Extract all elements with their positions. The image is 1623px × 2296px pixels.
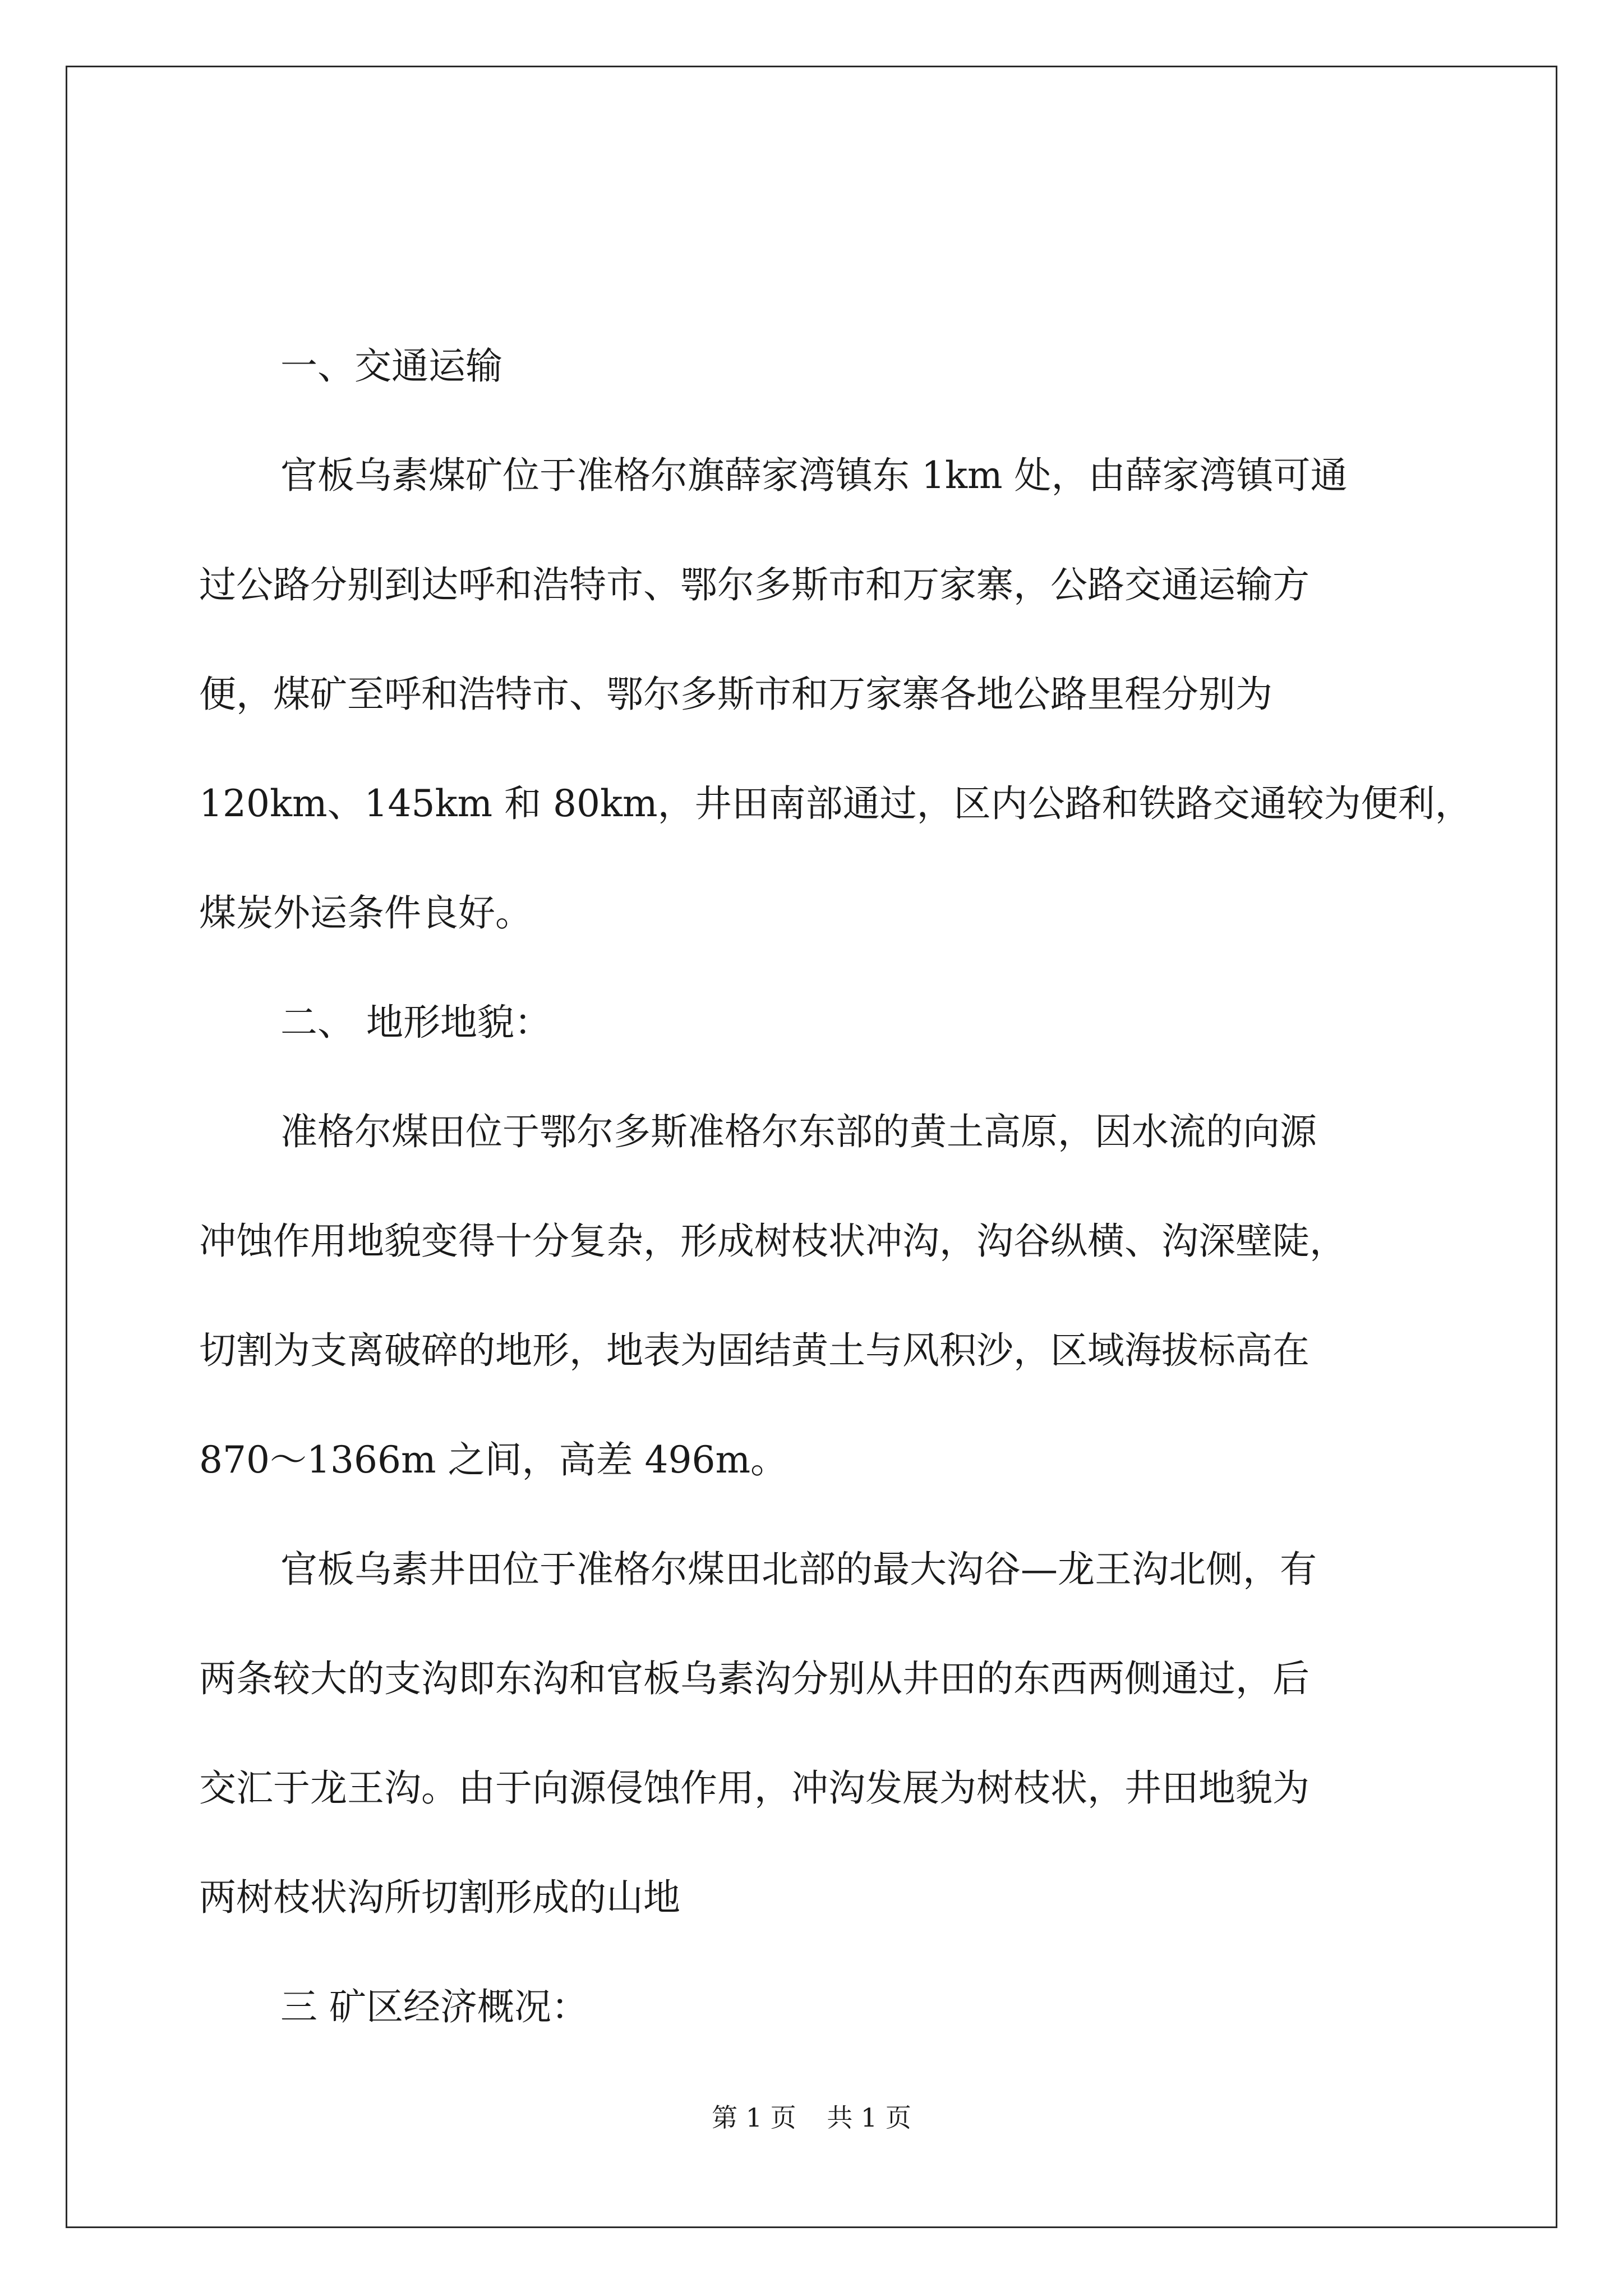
text-line: 过公路分别到达呼和浩特市、鄂尔多斯市和万家寨，公路交通运输方 (199, 563, 1310, 606)
text-line: 交汇于龙王沟。由于向源侵蚀作用，冲沟发展为树枝状，井田地貌为 (199, 1766, 1310, 1810)
text-line: 官板乌素井田位于准格尔煤田北部的最大沟谷—龙王沟北侧，有 (280, 1548, 1317, 1591)
text-line: 便，煤矿至呼和浩特市、鄂尔多斯市和万家寨各地公路里程分别为 (199, 673, 1272, 716)
page-number: 第 1 页 (712, 2102, 796, 2133)
paragraph-terrain-coalfield (199, 1077, 1433, 1515)
text-line: 870～1366m 之间，高差 496m。 (199, 1438, 788, 1481)
section-heading-terrain (199, 968, 1433, 1077)
text-line: 煤炭外运条件良好。 (199, 891, 532, 935)
text-line: 准格尔煤田位于鄂尔多斯准格尔东部的黄土高原，因水流的向源 (280, 1110, 1317, 1153)
text-line: 120km、145km 和 80km，井田南部通过，区内公路和铁路交通较为便利， (199, 782, 1472, 825)
document-body (199, 311, 1472, 2062)
page-footer (0, 2101, 1623, 2134)
text-line: 官板乌素煤矿位于准格尔旗薛家湾镇东 1km 处，由薛家湾镇可通 (280, 454, 1348, 497)
page-total: 共 1 页 (827, 2102, 911, 2133)
text-line: 两树枝状沟所切割形成的山地 (199, 1876, 680, 1919)
text-line: 三 矿区经济概况： (280, 1985, 588, 2028)
section-heading-transport (199, 311, 1433, 421)
paragraph-transport (199, 421, 1472, 968)
section-heading-economy (199, 1952, 1433, 2062)
text-line: 两条较大的支沟即东沟和官板乌素沟分别从井田的东西两侧通过，后 (199, 1657, 1310, 1700)
text-line: 一、交通运输 (280, 344, 502, 388)
text-line: 切割为支离破碎的地形，地表为固结黄土与风积沙，区域海拔标高在 (199, 1329, 1310, 1372)
text-line: 二、 地形地貌： (280, 1001, 551, 1044)
paragraph-terrain-minefield (199, 1515, 1433, 1952)
text-line: 冲蚀作用地貌变得十分复杂，形成树枝状冲沟，沟谷纵横、沟深壁陡， (199, 1220, 1347, 1263)
